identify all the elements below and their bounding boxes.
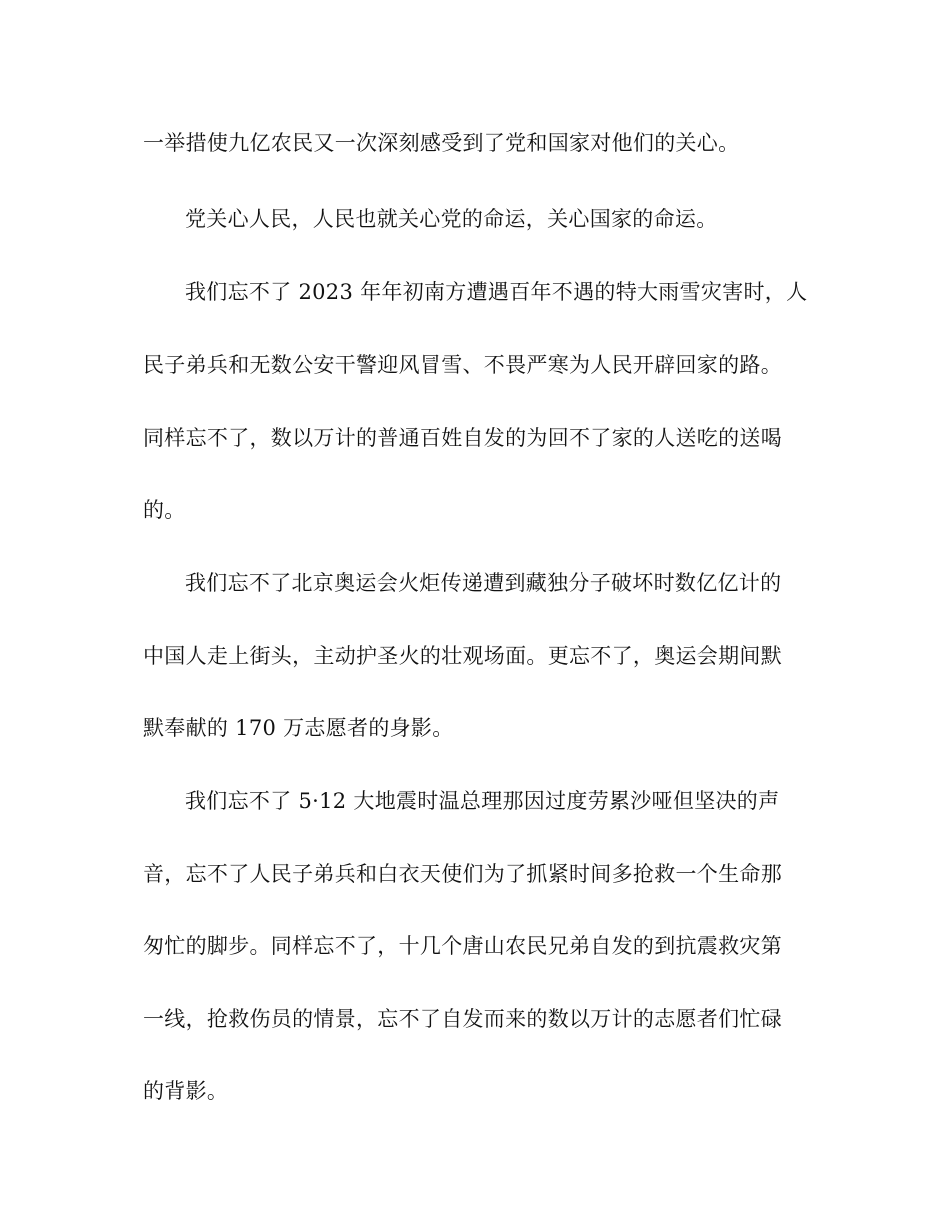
text-line: 一举措使九亿农民又一次深刻感受到了党和国家对他们的关心。 <box>143 131 740 155</box>
text-line: 默奉献的 170 万志愿者的身影。 <box>143 716 454 740</box>
text-line: 的背影。 <box>143 1079 229 1103</box>
text-line: 音，忘不了人民子弟兵和白衣天使们为了抓紧时间多抢救一个生命那 <box>143 862 782 886</box>
text-line: 匆忙的脚步。同样忘不了，十几个唐山农民兄弟自发的到抗震救灾第 <box>143 934 782 958</box>
text-line: 一线，抢救伤员的情景，忘不了自发而来的数以万计的志愿者们忙碌 <box>143 1007 782 1031</box>
text-line: 中国人走上街头，主动护圣火的壮观场面。更忘不了，奥运会期间默 <box>143 644 782 668</box>
text-line: 我们忘不了 2023 年年初南方遭遇百年不遇的特大雨雪灾害时，人 <box>185 280 808 304</box>
text-line: 我们忘不了 5·12 大地震时温总理那因过度劳累沙哑但坚决的声 <box>185 789 780 813</box>
text-line: 党关心人民，人民也就关心党的命运，关心国家的命运。 <box>185 207 718 231</box>
text-line: 同样忘不了，数以万计的普通百姓自发的为回不了家的人送吃的送喝 <box>143 426 782 450</box>
text-line: 我们忘不了北京奥运会火炬传递遭到藏独分子破坏时数亿亿计的 <box>185 571 782 595</box>
text-line: 民子弟兵和无数公安干警迎风冒雪、不畏严寒为人民开辟回家的路。 <box>143 353 782 377</box>
text-line: 的。 <box>143 498 186 522</box>
